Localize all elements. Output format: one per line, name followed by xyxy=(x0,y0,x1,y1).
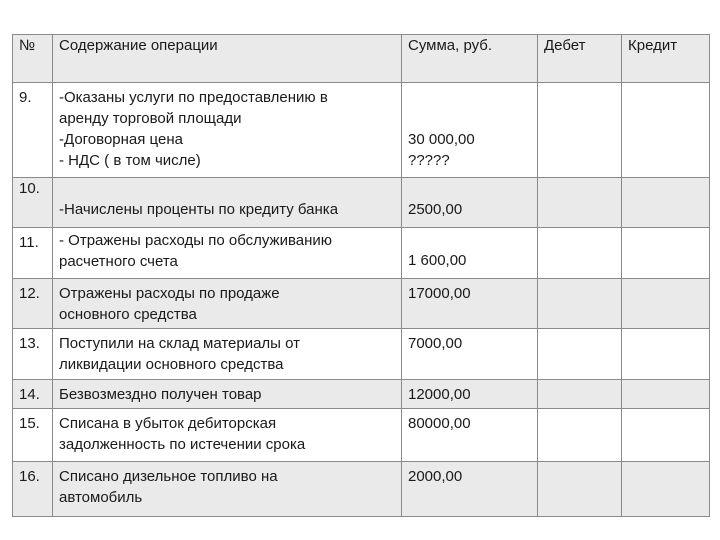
content-line: -Договорная цена xyxy=(59,131,183,148)
row-content xyxy=(53,83,402,178)
row-num: 16. xyxy=(13,462,53,517)
row-content xyxy=(53,462,402,517)
row-sum xyxy=(402,83,538,178)
row-debit[interactable] xyxy=(538,178,622,228)
row-num: 13. xyxy=(13,329,53,380)
content-line: -Начислены проценты по кредиту банка xyxy=(59,201,339,218)
table-row xyxy=(13,178,710,228)
row-content xyxy=(53,380,402,409)
sum-line: 7000,00 xyxy=(408,335,463,352)
content-line: основного средства xyxy=(59,306,197,323)
row-debit[interactable] xyxy=(538,380,622,409)
header-content: Содержание операции xyxy=(53,35,402,83)
content-line: расчетного счета xyxy=(59,253,178,270)
content-line: - Отражены расходы по обслуживанию xyxy=(59,232,333,249)
row-num: 15. xyxy=(13,409,53,462)
content-line: Списана в убыток дебиторская xyxy=(59,415,277,432)
header-credit: Кредит xyxy=(622,35,710,83)
sum-line: 12000,00 xyxy=(408,386,471,403)
content-line: - НДС ( в том числе) xyxy=(59,152,201,169)
content-line: ликвидации основного средства xyxy=(59,356,284,373)
row-content xyxy=(53,329,402,380)
table-row xyxy=(13,380,710,409)
row-credit[interactable] xyxy=(622,178,710,228)
content-line: Отражены расходы по продаже xyxy=(59,285,280,302)
operations-table xyxy=(12,34,710,517)
row-sum xyxy=(402,462,538,517)
header-sum: Сумма, руб. xyxy=(402,35,538,83)
table-row xyxy=(13,279,710,329)
header-num: № xyxy=(13,35,53,83)
row-sum xyxy=(402,178,538,228)
sum-line: 17000,00 xyxy=(408,285,471,302)
row-content xyxy=(53,279,402,329)
row-debit[interactable] xyxy=(538,329,622,380)
row-sum xyxy=(402,380,538,409)
row-sum xyxy=(402,329,538,380)
content-line: -Оказаны услуги по предоставлению в xyxy=(59,89,328,106)
header-debit: Дебет xyxy=(538,35,622,83)
row-num: 10. xyxy=(13,178,53,228)
row-debit[interactable] xyxy=(538,83,622,178)
table-row xyxy=(13,462,710,517)
row-debit[interactable] xyxy=(538,462,622,517)
content-line: аренду торговой площади xyxy=(59,110,242,127)
sum-line: ????? xyxy=(408,152,450,169)
row-credit[interactable] xyxy=(622,329,710,380)
row-credit[interactable] xyxy=(622,279,710,329)
row-num: 11. xyxy=(13,228,53,279)
content-line: автомобиль xyxy=(59,489,143,506)
row-credit[interactable] xyxy=(622,83,710,178)
sum-line: 80000,00 xyxy=(408,415,471,432)
sum-line: 2000,00 xyxy=(408,468,463,485)
row-credit[interactable] xyxy=(622,462,710,517)
sum-line: 30 000,00 xyxy=(408,131,475,148)
content-line: задолженность по истечении срока xyxy=(59,436,306,453)
header-row xyxy=(13,35,710,83)
content-line: Списано дизельное топливо на xyxy=(59,468,278,485)
sum-line: 2500,00 xyxy=(408,201,463,218)
row-credit[interactable] xyxy=(622,228,710,279)
row-num: 14. xyxy=(13,380,53,409)
sum-line: 1 600,00 xyxy=(408,252,467,269)
content-line: Безвозмездно получен товар xyxy=(59,386,262,403)
row-sum xyxy=(402,409,538,462)
row-num: 12. xyxy=(13,279,53,329)
row-debit[interactable] xyxy=(538,409,622,462)
row-content xyxy=(53,409,402,462)
row-sum xyxy=(402,228,538,279)
row-debit[interactable] xyxy=(538,228,622,279)
row-num: 9. xyxy=(13,83,53,178)
row-content xyxy=(53,228,402,279)
row-content xyxy=(53,178,402,228)
table-row xyxy=(13,329,710,380)
table-row xyxy=(13,228,710,279)
row-credit[interactable] xyxy=(622,380,710,409)
table-row xyxy=(13,83,710,178)
row-debit[interactable] xyxy=(538,279,622,329)
row-sum xyxy=(402,279,538,329)
table-row xyxy=(13,409,710,462)
row-credit[interactable] xyxy=(622,409,710,462)
content-line: Поступили на склад материалы от xyxy=(59,335,301,352)
